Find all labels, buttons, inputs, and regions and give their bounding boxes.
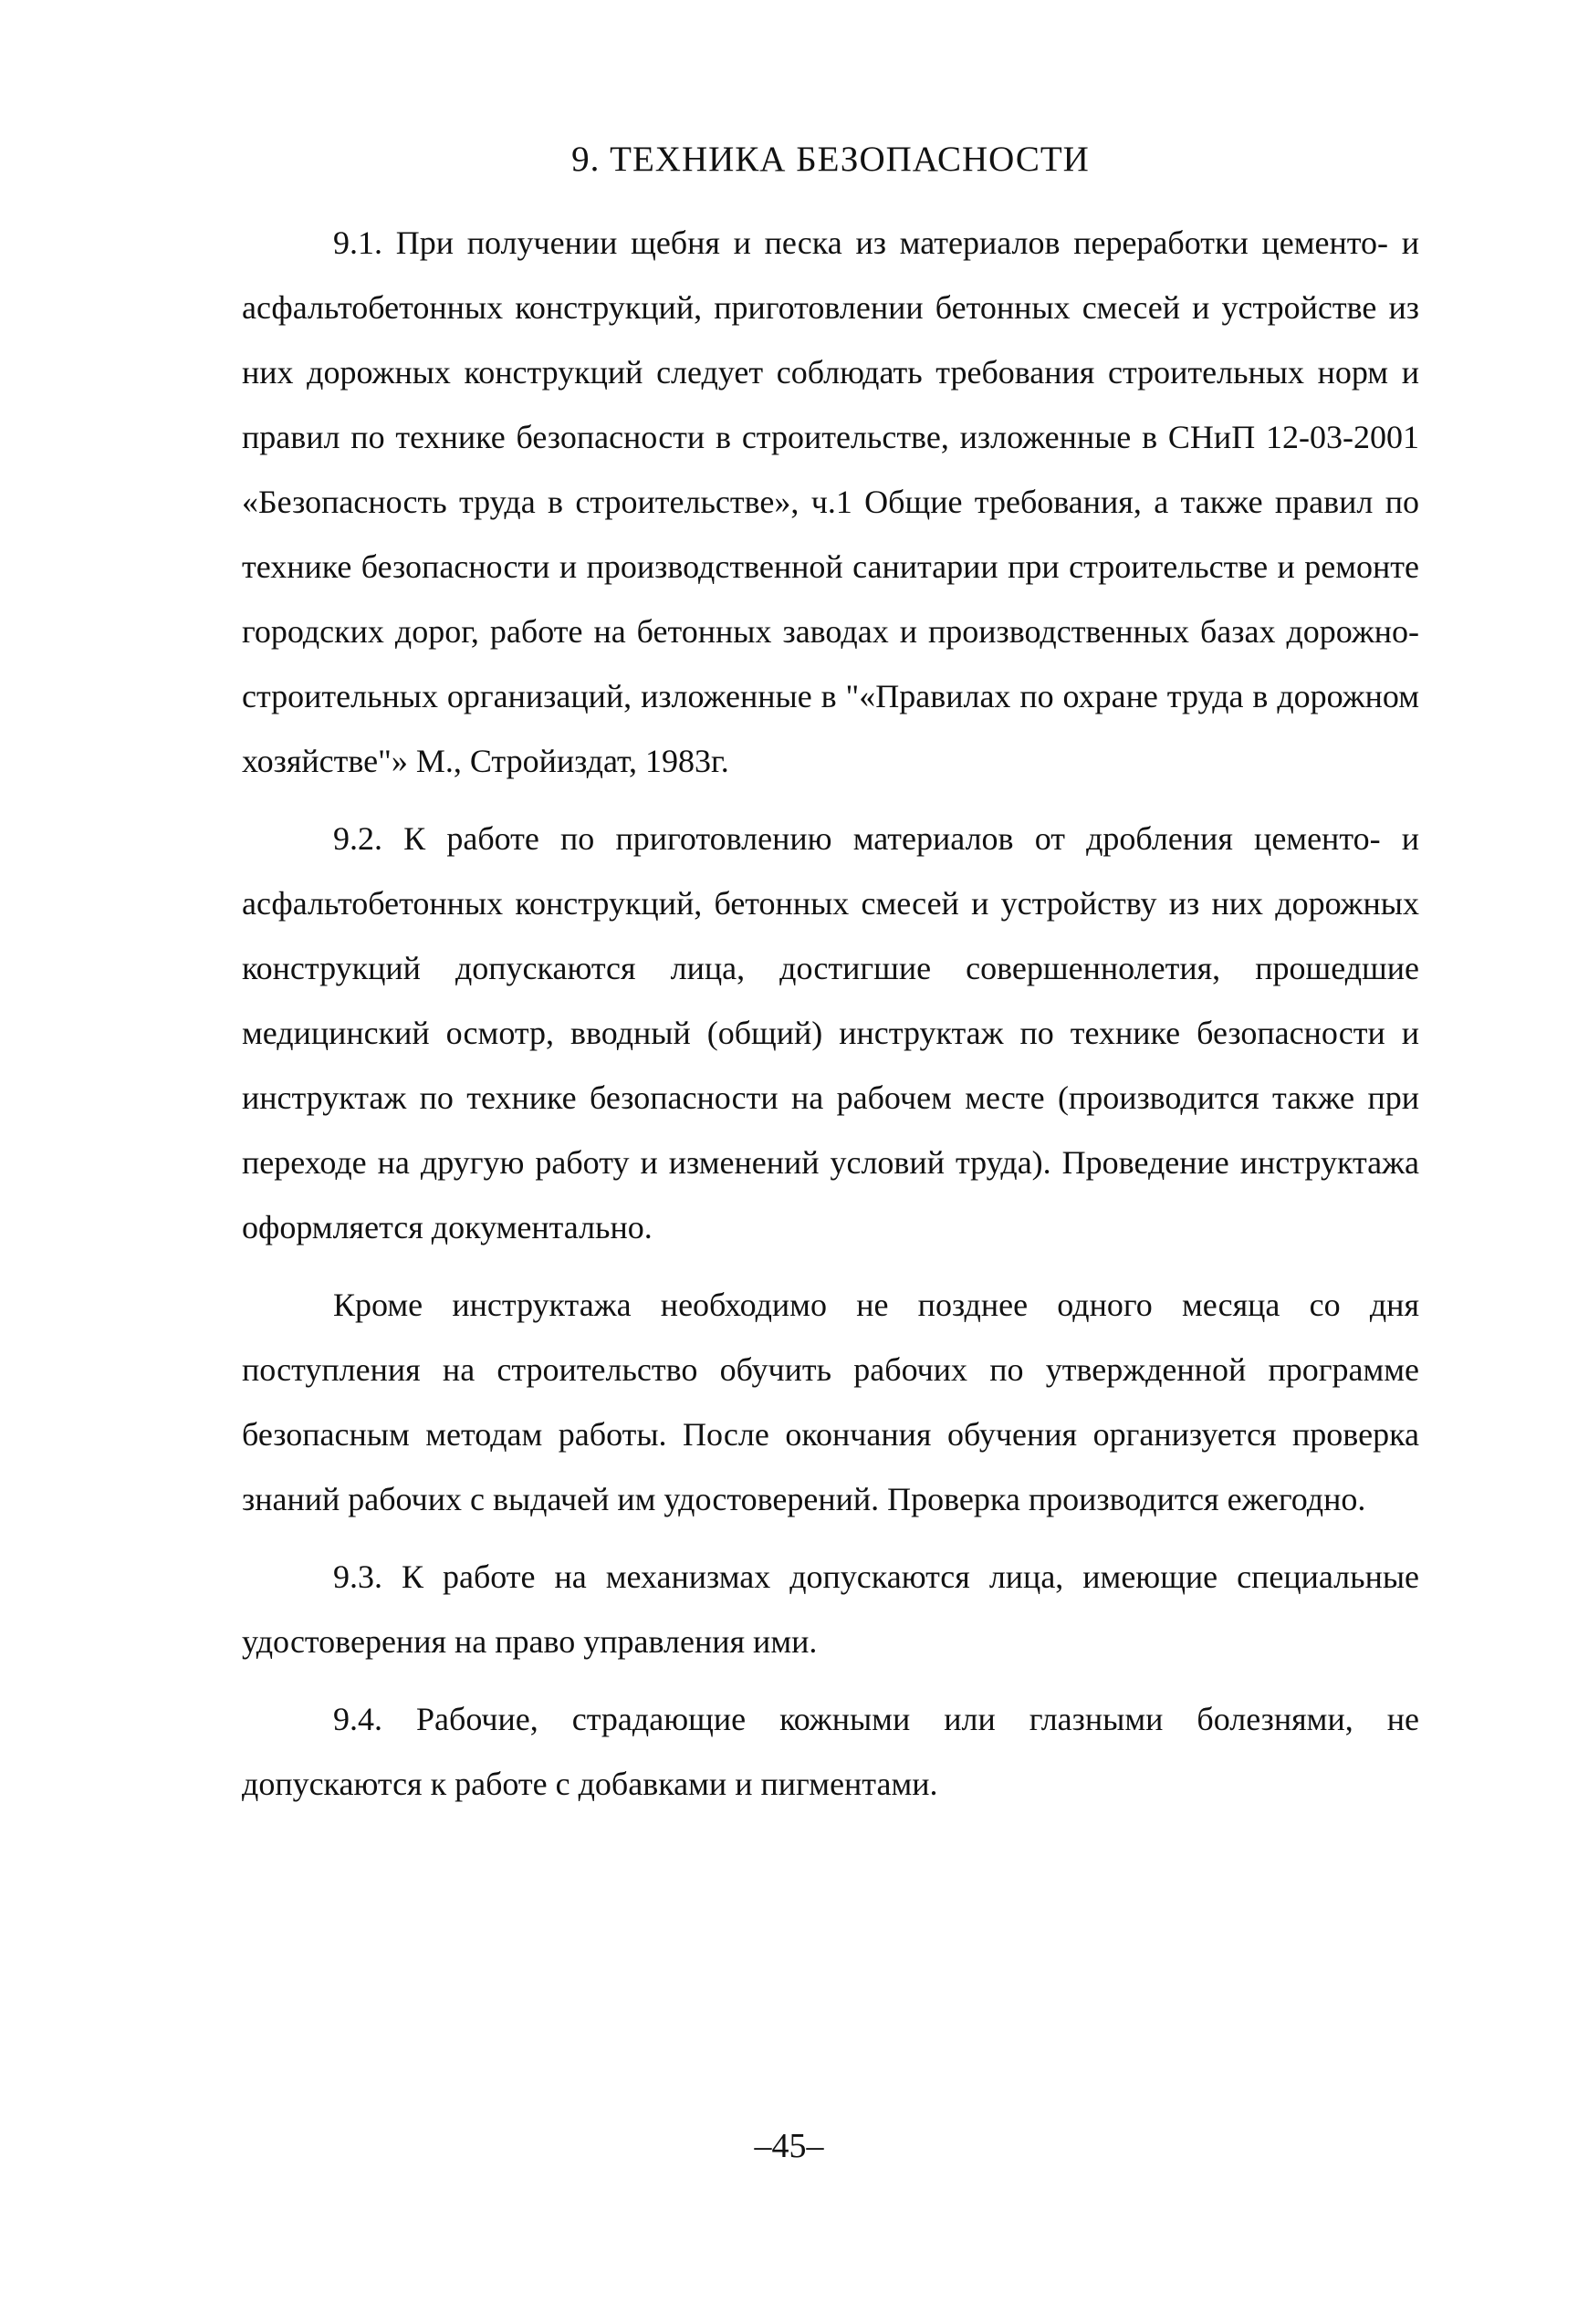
page-number: –45–	[754, 2127, 824, 2165]
paragraph-training: Кроме инструктажа необходимо не позднее одного месяца со дня поступления на строительство обучить рабочих по утвержденной программе безопасным методам работы. После окончания обучения организуется проверка знаний рабочих с выдачей им удостоверений. Проверка производится ежегодно.	[242, 1286, 1419, 1517]
paragraph-9-4: 9.4. Рабочие, страдающие кожными или глазными болезнями, не допускаются к работе с добавками и пигментами.	[242, 1700, 1419, 1802]
paragraph-9-1: 9.1. При получении щебня и песка из материалов переработки цементо- и асфальтобетонных конструкций, приготовлении бетонных смесей и устройстве из них дорожных конструкций следует соблюдать требования строительных норм и правил по технике безопасности в строительстве, изложенные в СНиП 12-03-2001 «Безопасность труда в строительстве», ч.1 Общие требования, а также правил по технике безопасности и производственной санитарии при строительстве и ремонте городских дорог, работе на бетонных заводах и производственных базах дорожно-строительных организаций, изложенные в "«Правилах по охране труда в дорожном хозяйстве"» М., Стройиздат, 1983г.	[242, 224, 1419, 779]
section-title: 9. ТЕХНИКА БЕЗОПАСНОСТИ	[571, 140, 1090, 179]
document-body	[242, 137, 1419, 1829]
paragraph-9-3: 9.3. К работе на механизмах допускаются лица, имеющие специальные удостоверения на право управления ими.	[242, 1558, 1419, 1660]
paragraph-9-2: 9.2. К работе по приготовлению материалов от дробления цементо- и асфальтобетонных конструкций, бетонных смесей и устройству из них дорожных конструкций допускаются лица, достигшие совершеннолетия, прошедшие медицинский осмотр, вводный (общий) инструктаж по технике безопасности и инструктаж по технике безопасности на рабочем месте (производится также при переходе на другую работу и изменений условий труда). Проведение инструктажа оформляется документально.	[242, 819, 1419, 1245]
